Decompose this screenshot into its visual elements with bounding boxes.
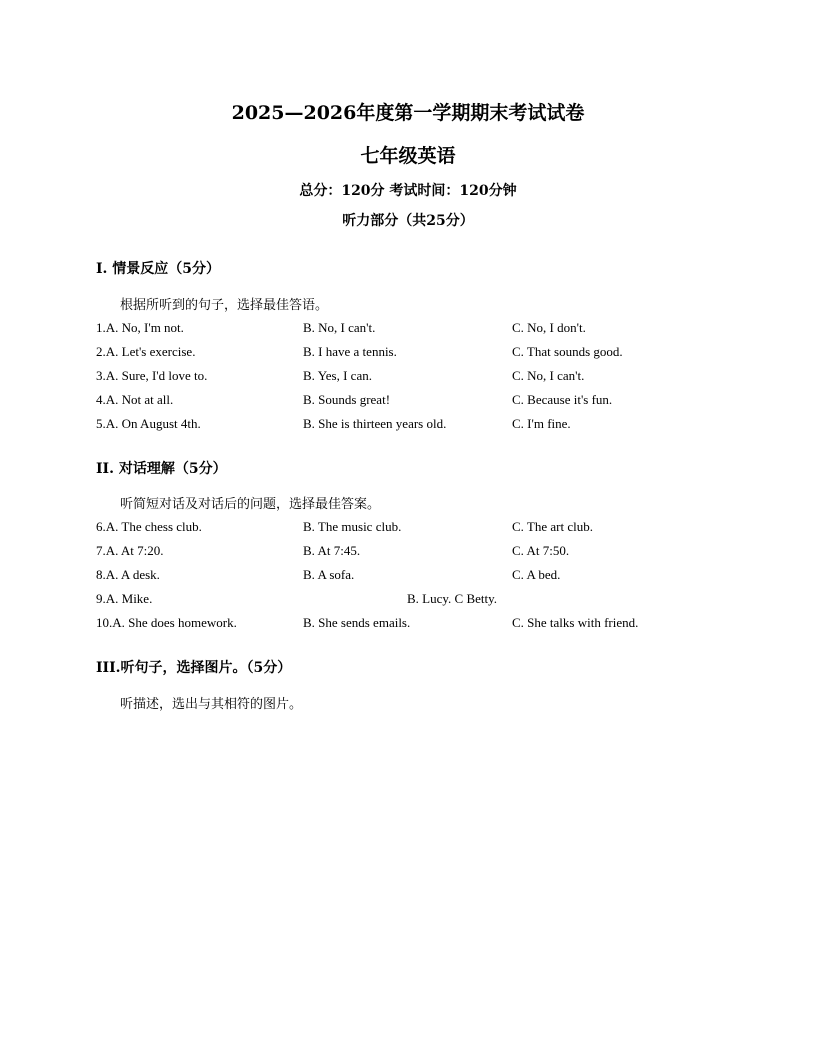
question-row-1 bbox=[0, 320, 816, 338]
exam-title: 2025—2026年度第一学期期末考试试卷 bbox=[231, 102, 585, 124]
option-a: 3.A. Sure, I'd love to. bbox=[96, 368, 208, 383]
option-c: C. The art club. bbox=[512, 519, 593, 534]
option-b: B. Yes, I can. bbox=[303, 368, 372, 383]
section-instruction-1: 根据所听到的句子，选择最佳答语。 bbox=[120, 298, 329, 313]
question-row-5 bbox=[0, 416, 816, 434]
option-b: B. She is thirteen years old. bbox=[303, 416, 447, 431]
option-c: C. No, I don't. bbox=[512, 320, 586, 335]
option-a: 7.A. At 7:20. bbox=[96, 543, 164, 558]
option-b: B. At 7:45. bbox=[303, 543, 361, 558]
option-c: C. I'm fine. bbox=[512, 416, 571, 431]
question-row-10 bbox=[0, 615, 816, 633]
option-a: 5.A. On August 4th. bbox=[96, 416, 201, 431]
listening-part-heading: 听力部分（共25分） bbox=[342, 213, 474, 229]
question-row-4 bbox=[0, 392, 816, 410]
option-c: C. A bed. bbox=[512, 567, 561, 582]
exam-info: 总分：120分 考试时间：120分钟 bbox=[299, 183, 517, 199]
option-c: C. That sounds good. bbox=[512, 344, 623, 359]
section-heading-3: III.听句子，选择图片。（5分） bbox=[96, 660, 292, 676]
option-b: B. A sofa. bbox=[303, 567, 355, 582]
option-b: B. The music club. bbox=[303, 519, 402, 534]
option-a: 2.A. Let's exercise. bbox=[96, 344, 196, 359]
option-a: 1.A. No, I'm not. bbox=[96, 320, 184, 335]
option-a: 10.A. She does homework. bbox=[96, 615, 237, 630]
option-c: C. No, I can't. bbox=[512, 368, 585, 383]
question-row-2 bbox=[0, 344, 816, 362]
option-a: 4.A. Not at all. bbox=[96, 392, 174, 407]
option-b: B. Sounds great! bbox=[303, 392, 391, 407]
option-b: B. No, I can't. bbox=[303, 320, 376, 335]
option-a: 9.A. Mike. bbox=[96, 591, 153, 606]
option-b: B. I have a tennis. bbox=[303, 344, 397, 359]
option-c: C. Because it's fun. bbox=[512, 392, 613, 407]
section-instruction-3: 听描述，选出与其相符的图片。 bbox=[120, 697, 303, 712]
section-heading-2: II. 对话理解（5分） bbox=[96, 461, 227, 477]
option-b: B. She sends emails. bbox=[303, 615, 411, 630]
question-row-8 bbox=[0, 567, 816, 585]
question-row-7 bbox=[0, 543, 816, 561]
section-heading-1: I. 情景反应（5分） bbox=[96, 261, 221, 277]
option-a: 8.A. A desk. bbox=[96, 567, 160, 582]
question-row-6 bbox=[0, 519, 816, 537]
grade-subject: 七年级英语 bbox=[360, 145, 456, 167]
option-b-c: B. Lucy. C Betty. bbox=[407, 591, 498, 606]
question-row-3 bbox=[0, 368, 816, 386]
question-row-9 bbox=[0, 591, 816, 609]
section-instruction-2: 听简短对话及对话后的问题，选择最佳答案。 bbox=[120, 497, 381, 512]
option-c: C. She talks with friend. bbox=[512, 615, 639, 630]
option-c: C. At 7:50. bbox=[512, 543, 570, 558]
option-a: 6.A. The chess club. bbox=[96, 519, 202, 534]
